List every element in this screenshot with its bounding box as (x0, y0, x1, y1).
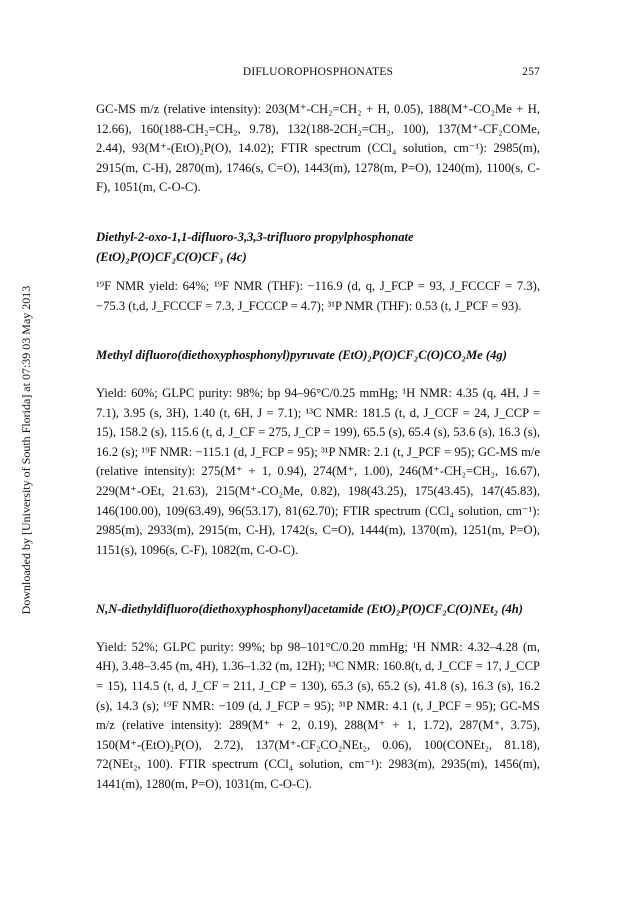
paragraph-4g-data: Yield: 60%; GLPC purity: 98%; bp 94–96°C/0.25 mmHg; ¹H NMR: 4.35 (q, 4H, J = 7.1), 3.95 (s, 3H), 1.40 (t, 6H, J = 7.1); ¹³C NMR: 181.5 (t, d, J_CCF = 24, J_CCP = 15), 158.2 (s), 115.6 (t, d, J_CF = 275, J_CP = 199), 65.5 (s), 65.4 (s), 53.6 (s), 16.3 (s), 16.2 (s); ¹⁹F NMR: −115.1 (d, J_FCP = 95); ³¹P NMR: 2.1 (t, J_PCF = 95); GC-MS m/e (relative intensity): 275(M⁺ + 1, 0.94), 274(M⁺, 1.00), 246(M⁺-CH₂=CH₂, 16.67), 229(M⁺-OEt, 21.63), 215(M⁺-CO₂Me, 0.82), 198(43.25), 175(43.45), 147(45.83), 146(100.00), 109(63.49), 96(53.17), 81(62.70); FTIR spectrum (CCl₄ solution, cm⁻¹): 2985(m), 2933(m), 2915(m, C-H), 1742(s, C=O), 1444(m), 1370(m), 1251(m, P=O), 1151(s), 1096(s, C-F), 1082(m, C-O-C). (96, 385, 540, 557)
compound-heading-4c: Diethyl-2-oxo-1,1-difluoro-3,3,3-trifluoro propylphosphonate (EtO)₂P(O)CF₂C(O)CF₃ (4c) (96, 229, 414, 264)
compound-heading-4g: Methyl difluoro(diethoxyphosphonyl)pyruvate (EtO)₂P(O)CF₂C(O)CO₂Me (4g) (96, 348, 507, 363)
article-body (96, 100, 540, 795)
paragraph-4h-data: Yield: 52%; GLPC purity: 99%; bp 98–101°C/0.20 mmHg; ¹H NMR: 4.32–4.28 (m, 4H), 3.48–3.45 (m, 4H), 1.36–1.32 (m, 12H); ¹³C NMR: 160.8(t, d, J_CCF = 17, J_CCP = 15), 114.5 (t, d, J_CF = 211, J_CP = 130), 65.3 (s), 65.2 (s), 41.8 (s), 16.3 (s), 16.2 (s), 14.3 (s); ¹⁹F NMR: −109 (d, J_FCP = 95); ³¹P NMR: 4.1 (t, J_PCF = 95); GC-MS m/z (relative intensity): 289(M⁺ + 2, 0.19), 288(M⁺ + 1, 1.72), 287(M⁺, 3.75), 150(M⁺-(EtO)₂P(O), 2.72), 137(M⁺-CF₂CO₂NEt₂, 0.06), 100(CONEt₂, 81.18), 72(NEt₂, 100). FTIR spectrum (CCl₄ solution, cm⁻¹): 2983(m), 2935(m), 1456(m), 1441(m), 1280(m, P=O), 1031(m, C-O-C). (96, 639, 540, 792)
compound-heading-4h: N,N-diethyldifluoro(diethoxyphosphonyl)acetamide (EtO)₂P(O)CF₂C(O)NEt₂ (4h) (96, 602, 523, 617)
page-number: 257 (522, 66, 540, 78)
download-watermark: Downloaded by [University of South Florida] at 07:39 03 May 2013 (19, 285, 33, 615)
paragraph-ms-ftir-data: GC-MS m/z (relative intensity): 203(M⁺-CH₂=CH₂ + H, 0.05), 188(M⁺-CO₂Me + H, 12.66), 160(188-CH₂=CH₂, 9.78), 132(188-2CH₂=CH₂, 100), 137(M⁺-CF₂COMe, 2.44), 93(M⁺-(EtO)₂P(O), 14.02); FTIR spectrum (CCl₄ solution, cm⁻¹): 2985(m), 2915(m, C-H), 2870(m), 1746(s, C=O), 1443(m), 1278(m, P=O), 1240(m), 1100(s, C-F), 1051(m, C-O-C). (96, 102, 540, 195)
paragraph-4c-data: ¹⁹F NMR yield: 64%; ¹⁹F NMR (THF): −116.9 (d, q, J_FCP = 93, J_FCCCF = 7.3), −75.3 (t,d, J_FCCCF = 7.3, J_FCCCP = 4.7); ³¹P NMR (THF): 0.53 (t, J_PCF = 93). (96, 279, 540, 313)
running-title: DIFLUOROPHOSPHONATES (242, 66, 394, 78)
